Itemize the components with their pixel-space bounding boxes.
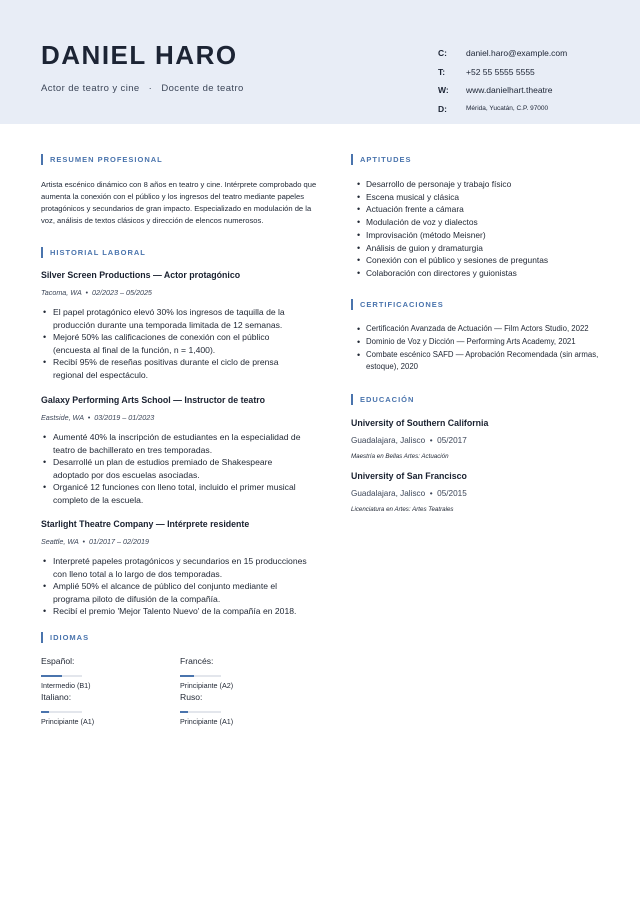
certification-item: • Combate escénico SAFD — Aprobación Recomendada (sin armas, estoque), 2020	[351, 349, 606, 375]
job-bullet: • El papel protagónico elevó 30% los ingresos de taquilla de la producción durante una temporada limitada de 12 semanas.	[53, 306, 309, 331]
education-school: University of Southern California	[351, 418, 489, 428]
language-level: Principiante (A1)	[41, 717, 95, 726]
section-skills-heading	[351, 154, 412, 165]
job-bullet: • Organicé 12 funciones con lleno total, incluido el primer musical completo de la escuela.	[53, 481, 309, 506]
section-marker	[351, 154, 353, 165]
language-item	[180, 656, 290, 690]
header-band	[0, 0, 640, 124]
job-title: Silver Screen Productions — Actor protagónico	[41, 270, 241, 280]
job-bullet: • Recibí 95% de reseñas positivas durante el ciclo de prensa regional del espectáculo.	[53, 356, 309, 381]
job-meta: Seattle, WA • 01/2017 – 02/2019	[41, 537, 150, 546]
section-certifications-heading	[351, 299, 444, 310]
education-meta: Guadalajara, Jalisco • 05/2015	[351, 489, 467, 498]
section-skills-title: APTITUDES	[360, 155, 412, 164]
section-marker	[41, 247, 43, 258]
job-title: Galaxy Performing Arts School — Instructor de teatro	[41, 395, 266, 405]
language-item	[41, 692, 151, 726]
job-bullets	[41, 555, 309, 618]
language-item	[180, 692, 290, 726]
job-meta: Tacoma, WA • 02/2023 – 05/2025	[41, 288, 152, 297]
section-languages-heading	[41, 632, 89, 643]
section-education-title: EDUCACIÓN	[360, 395, 415, 404]
education-degree: Maestría en Bellas Artes: Actuación	[351, 453, 449, 460]
candidate-name: DANIEL HARO	[41, 40, 238, 70]
job-bullet: • Amplié 50% el alcance de público del conjunto mediante el programa piloto de difusión de la compañía.	[53, 580, 309, 605]
contact-phone-row	[438, 63, 567, 82]
section-summary-heading	[41, 154, 163, 165]
skill-item: • Actuación frente a cámara	[351, 203, 611, 216]
job-bullet: • Mejoré 50% las calificaciones de conexión con el público (encuesta al final de la función, n = 1,400).	[53, 331, 309, 356]
contact-address-row	[438, 100, 567, 119]
language-level-track	[41, 711, 82, 713]
candidate-subtitle: Actor de teatro y cine · Docente de teatro	[41, 83, 244, 94]
contact-phone[interactable]: +52 55 5555 5555	[466, 66, 535, 77]
job-entry	[41, 519, 309, 618]
section-marker	[41, 154, 43, 165]
contact-website[interactable]: www.danielhart.theatre	[466, 85, 553, 96]
contact-block	[438, 44, 567, 118]
section-certifications-title: CERTIFICACIONES	[360, 300, 444, 309]
summary-text: Artista escénico dinámico con 8 años en teatro y cine. Intérprete comprobado que aumenta la conexión con el público y los ingresos del teatro mediante papeles protagónicos y secundarios de gran impacto. Especializado en modulación de la voz, análisis de textos clásicos y dirección de elencos numerosos.	[41, 180, 317, 225]
contact-address-key: D:	[438, 103, 447, 114]
section-marker	[351, 394, 353, 405]
section-work-heading	[41, 247, 146, 258]
skill-item: • Conexión con el público y sesiones de preguntas	[351, 254, 611, 267]
section-marker	[351, 299, 353, 310]
language-level-fill	[180, 675, 194, 677]
education-entry	[351, 471, 467, 513]
language-level-track	[180, 675, 221, 677]
language-name: Español:	[41, 656, 75, 666]
education-degree: Licenciatura en Artes: Artes Teatrales	[351, 506, 454, 513]
language-level-track	[180, 711, 221, 713]
certification-item: • Certificación Avanzada de Actuación — Film Actors Studio, 2022	[351, 323, 606, 336]
job-entry	[41, 395, 309, 507]
language-name: Italiano:	[41, 692, 72, 702]
language-name: Ruso:	[180, 692, 203, 702]
job-bullets	[41, 431, 309, 507]
skill-item: • Escena musical y clásica	[351, 191, 611, 204]
language-item	[41, 656, 151, 690]
education-meta: Guadalajara, Jalisco • 05/2017	[351, 436, 467, 445]
contact-address: Mérida, Yucatán, C.P. 97000	[466, 105, 549, 113]
job-meta: Eastside, WA • 03/2019 – 01/2023	[41, 413, 155, 422]
section-work-title: HISTORIAL LABORAL	[50, 248, 146, 257]
language-level: Intermedio (B1)	[41, 681, 91, 690]
contact-email-key: C:	[438, 48, 447, 59]
job-bullet: • Recibí el premio 'Mejor Talento Nuevo' de la compañía en 2018.	[53, 605, 309, 618]
skill-item: • Improvisación (método Meisner)	[351, 229, 611, 242]
contact-web-key: W:	[438, 85, 449, 96]
section-summary-title: RESUMEN PROFESIONAL	[50, 155, 163, 164]
job-bullets	[41, 306, 309, 382]
language-level: Principiante (A2)	[180, 681, 234, 690]
skill-item: • Análisis de guion y dramaturgia	[351, 242, 611, 255]
contact-email[interactable]: daniel.haro@example.com	[466, 48, 568, 59]
certification-item: • Dominio de Voz y Dicción — Performing Arts Academy, 2021	[351, 336, 606, 349]
skill-item: • Modulación de voz y dialectos	[351, 216, 611, 229]
skills-list	[351, 178, 611, 280]
skill-item: • Colaboración con directores y guionistas	[351, 267, 611, 280]
language-name: Francés:	[180, 656, 214, 666]
language-level: Principiante (A1)	[180, 717, 234, 726]
education-entry	[351, 418, 488, 460]
section-education-heading	[351, 394, 414, 405]
skill-item: • Desarrollo de personaje y trabajo físico	[351, 178, 611, 191]
job-bullet: • Interpreté papeles protagónicos y secundarios en 15 producciones con lleno total a lo largo de dos temporadas.	[53, 555, 309, 580]
language-level-track	[41, 675, 82, 677]
contact-email-row	[438, 44, 567, 63]
language-level-fill	[180, 711, 188, 713]
job-bullet: • Aumenté 40% la inscripción de estudiantes en la especialidad de teatro de bachillerato en tres temporadas.	[53, 431, 309, 456]
section-languages-title: IDIOMAS	[50, 633, 90, 642]
language-level-fill	[41, 675, 62, 677]
section-marker	[41, 632, 43, 643]
certifications-list	[351, 323, 606, 374]
education-school: University of San Francisco	[351, 471, 467, 481]
job-bullet: • Desarrollé un plan de estudios premiado de Shakespeare adoptado por dos escuelas asociadas.	[53, 456, 309, 481]
contact-web-row	[438, 81, 567, 100]
job-title: Starlight Theatre Company — Intérprete residente	[41, 519, 250, 529]
contact-phone-key: T:	[438, 66, 446, 77]
job-entry	[41, 270, 309, 382]
language-level-fill	[41, 711, 49, 713]
